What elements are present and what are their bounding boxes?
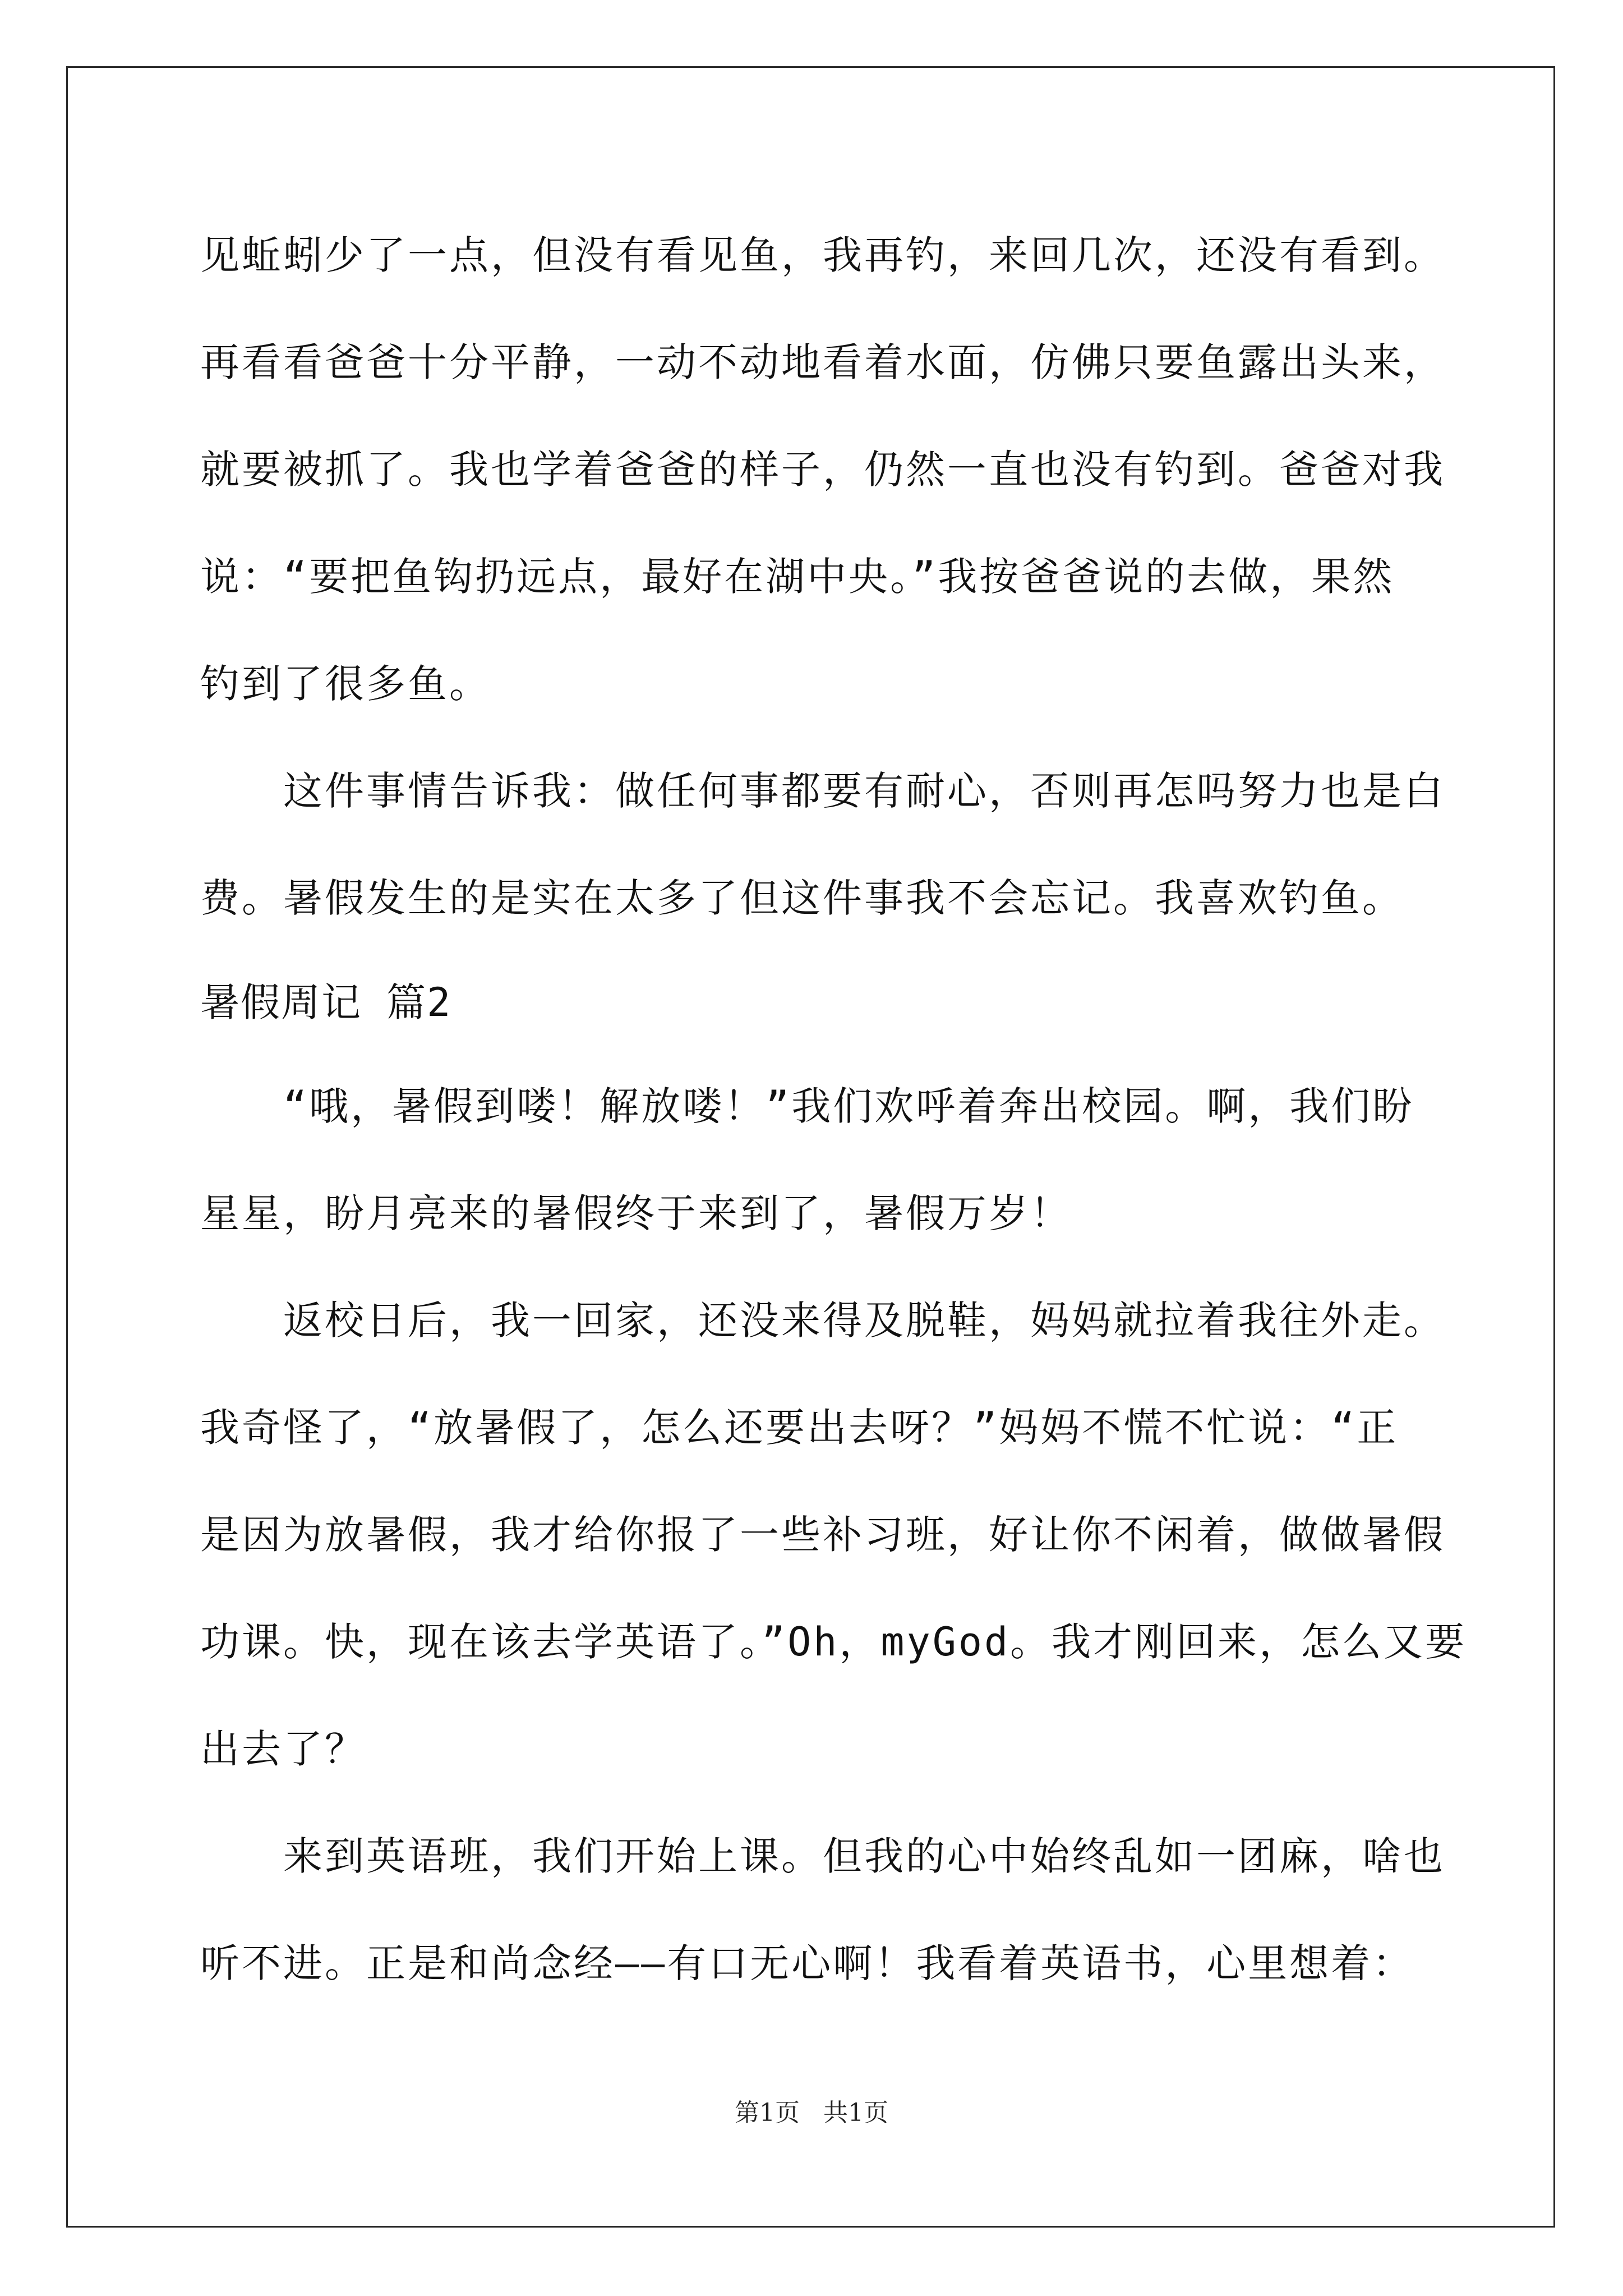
body-line: 我奇怪了，“放暑假了，怎么还要出去呀？”妈妈不慌不忙说：“正: [200, 1405, 1399, 1451]
body-line: 见蚯蚓少了一点，但没有看见鱼，我再钓，来回几次，还没有看到。: [200, 232, 1445, 278]
body-line: 钓到了很多鱼。: [200, 661, 491, 707]
body-line: 费。暑假发生的是实在太多了但这件事我不会忘记。我喜欢钓鱼。: [200, 875, 1404, 921]
body-line: 是因为放暑假，我才给你报了一些补习班，好让你不闲着，做做暑假: [200, 1512, 1445, 1558]
body-line: “哦，暑假到喽！解放喽！”我们欢呼着奔出校园。啊，我们盼: [283, 1083, 1414, 1129]
body-line: 功课。快，现在该去学英语了。”Oh，myGod。我才刚回来，怎么又要: [200, 1619, 1467, 1665]
body-line: 出去了？: [200, 1726, 366, 1772]
body-line: 听不进。正是和尚念经——有口无心啊！我看着英语书，心里想着：: [200, 1940, 1414, 1986]
body-line: 就要被抓了。我也学着爸爸的样子，仍然一直也没有钓到。爸爸对我: [200, 447, 1445, 493]
section-heading: 暑假周记 篇2: [200, 979, 452, 1025]
body-line: 返校日后，我一回家，还没来得及脱鞋，妈妈就拉着我往外走。: [283, 1297, 1445, 1343]
document-body: [200, 202, 1467, 2017]
body-line: 这件事情告诉我：做任何事都要有耐心，否则再怎吗努力也是白: [283, 768, 1445, 814]
body-line: 说：“要把鱼钩扔远点，最好在湖中央。”我按爸爸说的去做，果然: [200, 554, 1395, 600]
body-line: 再看看爸爸十分平静，一动不动地看着水面，仿佛只要鱼露出头来，: [200, 339, 1445, 385]
body-line: 星星，盼月亮来的暑假终于来到了，暑假万岁！: [200, 1190, 1072, 1236]
body-line: 来到英语班，我们开始上课。但我的心中始终乱如一团麻，啥也: [283, 1833, 1445, 1879]
page-footer: 第1页 共1页: [735, 2099, 888, 2127]
